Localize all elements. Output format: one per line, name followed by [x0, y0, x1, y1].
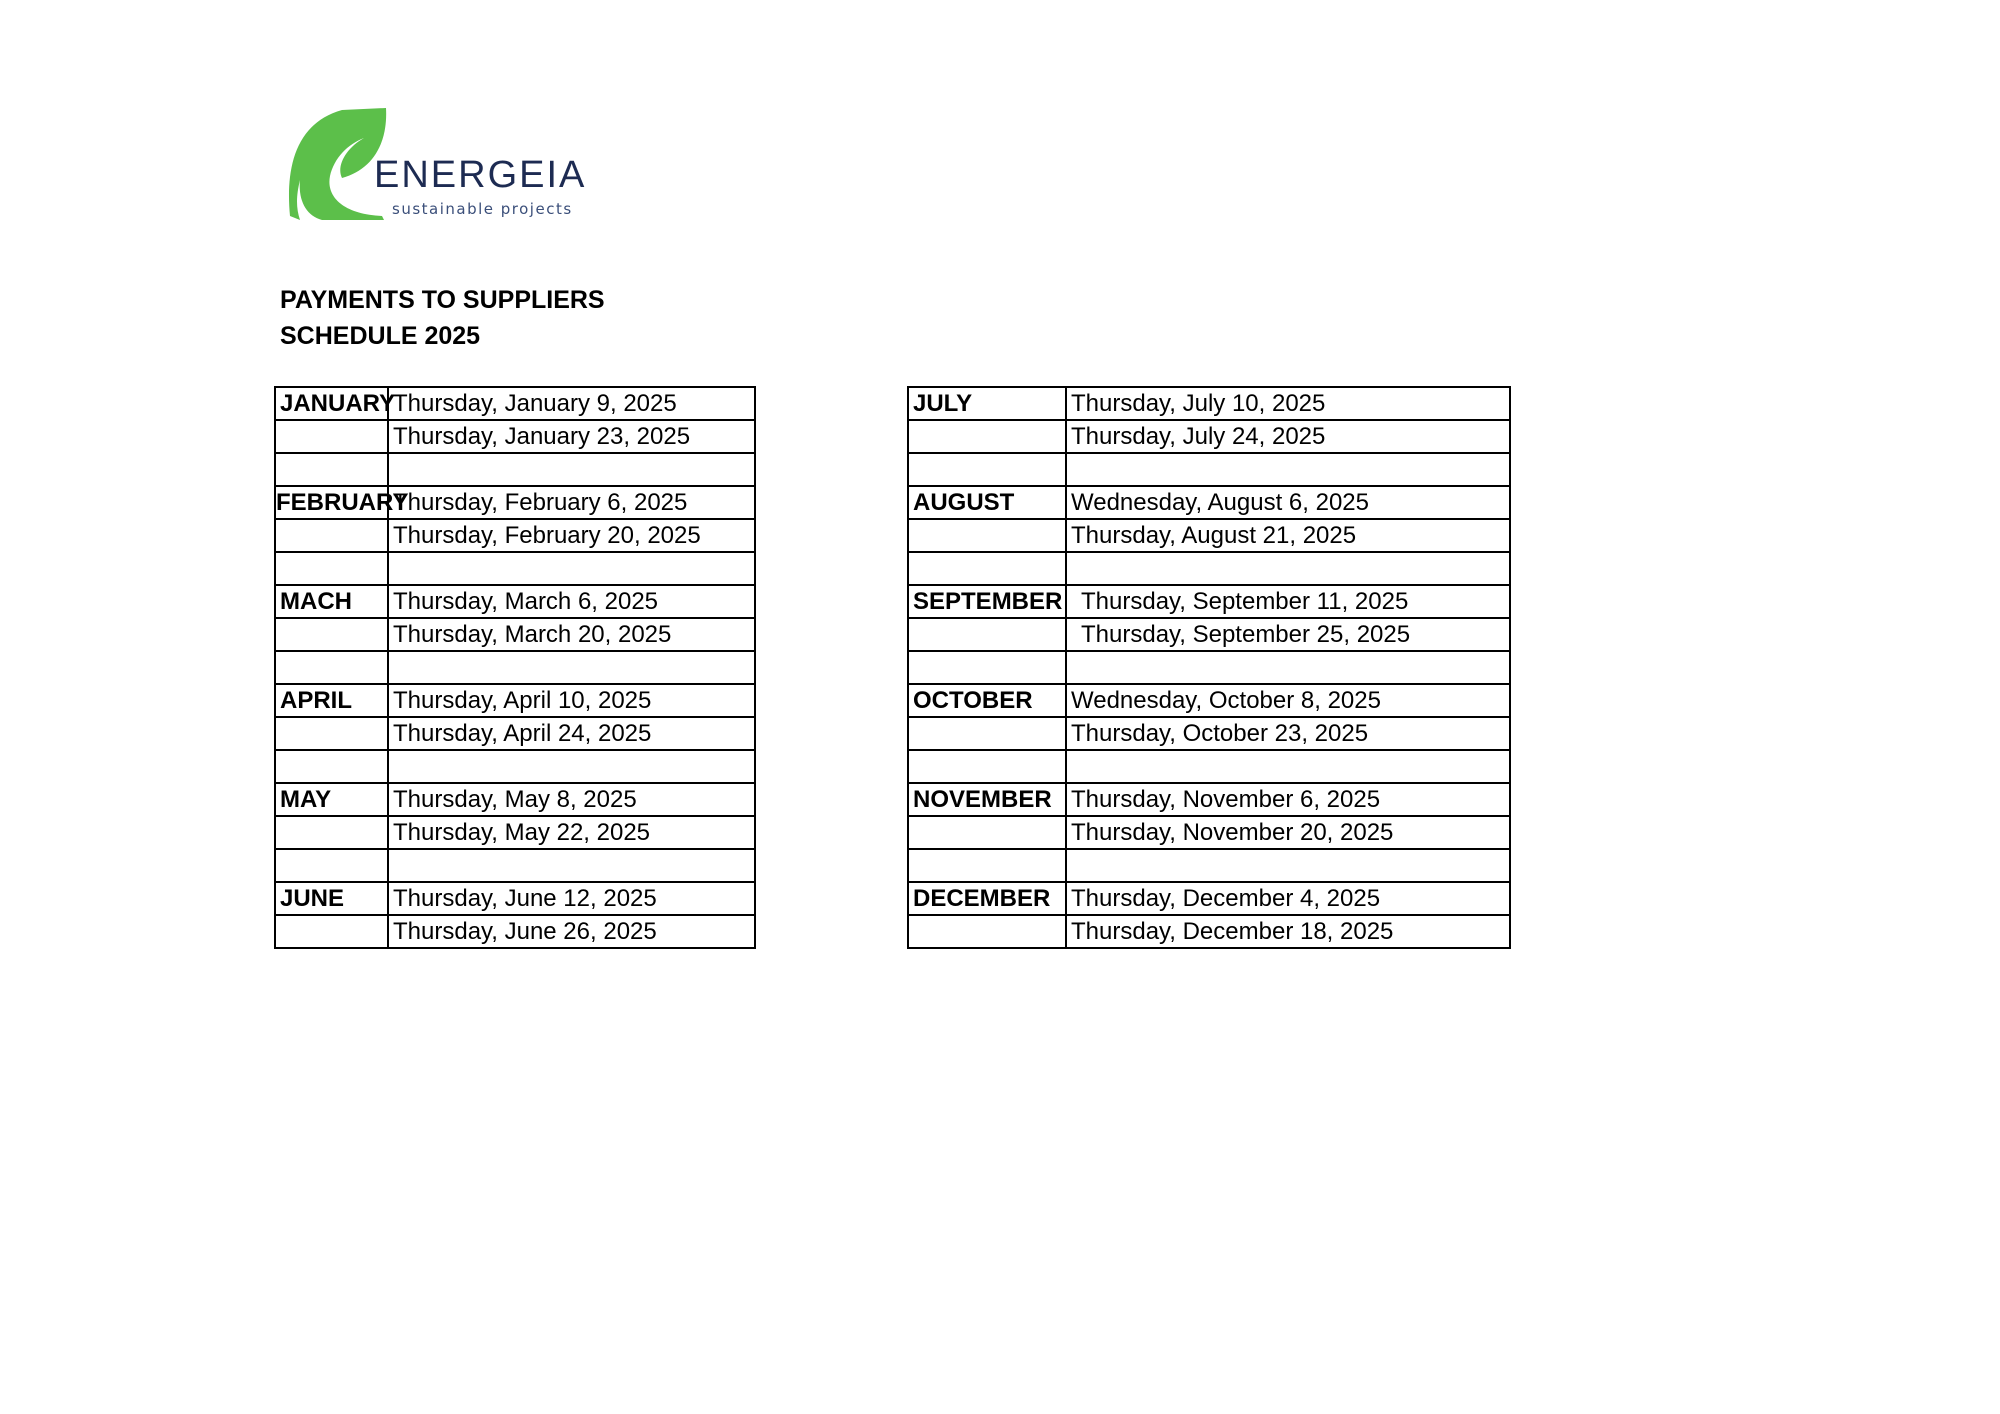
logo-tagline: sustainable projects [392, 200, 573, 218]
table-row [908, 618, 1510, 651]
table-row [908, 750, 1510, 783]
payment-date-cell [1066, 849, 1510, 882]
table-row [908, 519, 1510, 552]
month-cell [275, 651, 388, 684]
payment-date-cell: Thursday, January 23, 2025 [388, 420, 755, 453]
payment-date-cell [1066, 750, 1510, 783]
month-cell: DECEMBER [908, 882, 1066, 915]
table-row [908, 585, 1510, 618]
table-row [908, 453, 1510, 486]
payment-date-cell: Thursday, July 10, 2025 [1066, 387, 1510, 420]
table-row [908, 486, 1510, 519]
logo-wordmark: ENERGEIA [374, 154, 587, 196]
payment-date-cell: Thursday, June 12, 2025 [388, 882, 755, 915]
table-row [275, 915, 755, 948]
table-row [275, 420, 755, 453]
month-cell: JULY [908, 387, 1066, 420]
month-cell: MACH [275, 585, 388, 618]
table-row [275, 750, 755, 783]
table-row [275, 618, 755, 651]
payment-date-cell: Thursday, September 11, 2025 [1066, 585, 1510, 618]
month-cell [908, 618, 1066, 651]
table-row [908, 684, 1510, 717]
month-cell [275, 849, 388, 882]
month-cell: OCTOBER [908, 684, 1066, 717]
payment-date-cell: Thursday, October 23, 2025 [1066, 717, 1510, 750]
page-title: PAYMENTS TO SUPPLIERS [280, 286, 605, 314]
month-cell [908, 552, 1066, 585]
payment-date-cell [388, 552, 755, 585]
payment-date-cell [1066, 552, 1510, 585]
payment-date-cell: Thursday, February 20, 2025 [388, 519, 755, 552]
energeia-logo [284, 104, 587, 224]
payment-date-cell: Thursday, March 6, 2025 [388, 585, 755, 618]
month-cell [275, 420, 388, 453]
table-row [275, 387, 755, 420]
month-cell [275, 552, 388, 585]
payment-date-cell: Thursday, April 24, 2025 [388, 717, 755, 750]
payment-date-cell: Thursday, November 20, 2025 [1066, 816, 1510, 849]
table-row [908, 783, 1510, 816]
month-cell: FEBRUARY [275, 486, 388, 519]
payment-date-cell: Thursday, August 21, 2025 [1066, 519, 1510, 552]
table-row [908, 882, 1510, 915]
payment-date-cell [1066, 651, 1510, 684]
payment-date-cell: Thursday, May 22, 2025 [388, 816, 755, 849]
payment-date-cell [388, 849, 755, 882]
table-row [908, 717, 1510, 750]
month-cell [275, 717, 388, 750]
month-cell [908, 651, 1066, 684]
payment-date-cell: Wednesday, October 8, 2025 [1066, 684, 1510, 717]
month-cell [275, 915, 388, 948]
month-cell [275, 816, 388, 849]
month-cell: APRIL [275, 684, 388, 717]
table-row [275, 585, 755, 618]
payment-date-cell [388, 453, 755, 486]
schedule-table-jul-dec [907, 386, 1511, 949]
table-row [908, 915, 1510, 948]
month-cell: SEPTEMBER [908, 585, 1066, 618]
table-row [275, 486, 755, 519]
table-row [275, 684, 755, 717]
table-row [275, 816, 755, 849]
table-row [275, 717, 755, 750]
payment-date-cell: Thursday, December 18, 2025 [1066, 915, 1510, 948]
month-cell [908, 915, 1066, 948]
payment-date-cell: Thursday, April 10, 2025 [388, 684, 755, 717]
payment-date-cell: Thursday, January 9, 2025 [388, 387, 755, 420]
payment-date-cell: Thursday, September 25, 2025 [1066, 618, 1510, 651]
payment-date-cell: Wednesday, August 6, 2025 [1066, 486, 1510, 519]
month-cell: NOVEMBER [908, 783, 1066, 816]
payment-date-cell: Thursday, July 24, 2025 [1066, 420, 1510, 453]
payment-date-cell [1066, 453, 1510, 486]
table-row [275, 882, 755, 915]
payment-date-cell [388, 651, 755, 684]
payment-date-cell: Thursday, May 8, 2025 [388, 783, 755, 816]
payment-date-cell [388, 750, 755, 783]
month-cell: JUNE [275, 882, 388, 915]
table-row [275, 453, 755, 486]
month-cell: MAY [275, 783, 388, 816]
table-row [908, 849, 1510, 882]
month-cell [908, 816, 1066, 849]
table-row [275, 849, 755, 882]
table-row [275, 651, 755, 684]
month-cell [908, 519, 1066, 552]
payment-date-cell: Thursday, December 4, 2025 [1066, 882, 1510, 915]
payment-date-cell: Thursday, June 26, 2025 [388, 915, 755, 948]
table-row [908, 420, 1510, 453]
table-row [275, 783, 755, 816]
table-row [275, 519, 755, 552]
month-cell [275, 453, 388, 486]
month-cell [908, 420, 1066, 453]
month-cell [908, 717, 1066, 750]
month-cell [908, 453, 1066, 486]
month-cell: JANUARY [275, 387, 388, 420]
month-cell [275, 519, 388, 552]
month-cell: AUGUST [908, 486, 1066, 519]
payment-date-cell: Thursday, November 6, 2025 [1066, 783, 1510, 816]
schedule-table-jan-jun [274, 386, 756, 949]
month-cell [275, 618, 388, 651]
payment-date-cell: Thursday, February 6, 2025 [388, 486, 755, 519]
month-cell [275, 750, 388, 783]
table-row [908, 387, 1510, 420]
month-cell [908, 750, 1066, 783]
table-row [908, 552, 1510, 585]
page-subtitle: SCHEDULE 2025 [280, 322, 481, 350]
table-row [908, 651, 1510, 684]
table-row [275, 552, 755, 585]
payment-date-cell: Thursday, March 20, 2025 [388, 618, 755, 651]
month-cell [908, 849, 1066, 882]
table-row [908, 816, 1510, 849]
